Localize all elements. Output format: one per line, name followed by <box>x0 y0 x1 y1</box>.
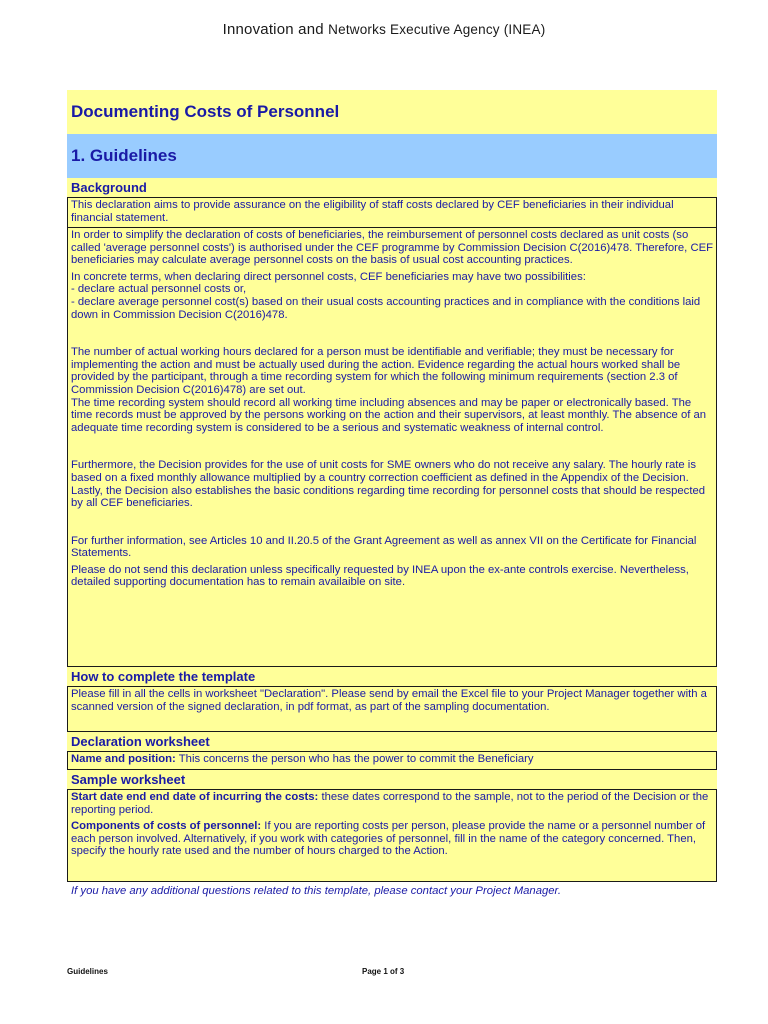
sample-box <box>67 789 717 882</box>
background-paragraph-1: In order to simplify the declaration of costs of beneficiaries, the reimbursement of personnel costs declared as unit costs (so called 'average personnel costs') is authorised under the CEF programme by Commission Decision C(2016)478. Therefore, CEF beneficiaries may calculate average personnel costs on the basis of usual cost accounting practices. <box>71 229 714 267</box>
background-option-1: - declare actual personnel costs or, <box>71 283 247 296</box>
declaration-label: Name and position: <box>71 753 176 765</box>
background-paragraph-5: Furthermore, the Decision provides for the use of unit costs for SME owners who do not receive any salary. The hourly rate is based on a fixed monthly allowance multiplied by a country correction coefficient as defined in the Appendix of the Decision. Lastly, the Decision also establishes the basic conditions regarding time recording for personnel costs that should be respected by all CEF beneficiaries. <box>71 459 706 510</box>
sample-dates-description: these dates correspond to the sample, not to the period of the Decision or the reporting period. <box>71 791 709 816</box>
sample-components-label: Components of costs of personnel: <box>71 820 262 833</box>
declaration-description: This concerns the person who has the power to commit the Beneficiary <box>175 753 534 765</box>
document-header <box>0 21 768 38</box>
background-heading: Background <box>71 180 147 195</box>
declaration-box <box>67 751 717 770</box>
background-intro-text: This declaration aims to provide assurance on the eligibility of staff costs declared by CEF beneficiaries in their individual financial statement. <box>71 199 674 224</box>
background-paragraph-2: In concrete terms, when declaring direct personnel costs, CEF beneficiaries may have two possibilities: <box>71 270 586 283</box>
how-to-box <box>67 686 717 732</box>
header-agency-part1: Innovation and <box>222 21 329 38</box>
how-to-heading: How to complete the template <box>71 669 256 684</box>
background-intro-box <box>67 197 717 228</box>
section-title: 1. Guidelines <box>67 134 717 178</box>
how-to-text: Please fill in all the cells in worksheet "Declaration". Please send by email the Excel file to your Project Manager together with a scanned version of the signed declaration, in pdf format, as part of the sampling documentation. <box>71 688 707 713</box>
sample-dates-label: Start date end end date of incurring the costs: <box>71 791 319 803</box>
declaration-heading: Declaration worksheet <box>71 734 210 749</box>
sample-components-description: If you are reporting costs per person, please provide the name or a personnel number of each person involved. Alternatively, if you work with categories of personnel, fill in the name of the category concerned. Then, specify the hourly rate used and the number of hours charged to the Action. <box>71 820 706 858</box>
closing-note: If you have any additional questions related to this template, please contact your Project Manager. <box>67 882 717 900</box>
background-section <box>67 178 717 882</box>
header-agency-part2: Networks Executive Agency (INEA) <box>328 22 546 37</box>
declaration-text <box>71 753 714 766</box>
guidelines-sheet <box>67 90 717 900</box>
background-paragraph-7: Please do not send this declaration unless specifically requested by INEA upon the ex-ante controls exercise. Nevertheless, detailed supporting documentation has to remain availaible on site. <box>71 563 689 589</box>
background-paragraph-6: For further information, see Articles 10 and II.20.5 of the Grant Agreement as well as annex VII on the Certificate for Financial Statements. <box>71 534 697 560</box>
background-option-2: - declare average personnel cost(s) based on their usual costs accounting practices and in compliance with the conditions laid down in Commission Decision C(2016)478. <box>71 295 701 321</box>
footer-sheet-name: Guidelines <box>67 967 108 976</box>
background-paragraph-4: The time recording system should record all working time including absences and may be paper or electronically based. The time records must be approved by the persons working on the action and their supervisors, at least monthly. The absence of an adequate time recording system is considered to be a serious and systematic weakness of internal control. <box>71 396 707 434</box>
background-details-box <box>67 228 717 667</box>
background-paragraph-3: The number of actual working hours declared for a person must be identifiable and verifiable; they must be necessary for implementing the action and must be actually used during the action. Evidence regarding the actual hours worked shall be provided by the participant, through a time recording system for which the following minimum requirements (section 2.3 of Commission Decision C(2016)478) are set out. <box>71 346 681 396</box>
sample-heading: Sample worksheet <box>71 772 186 787</box>
sample-components-text <box>71 820 714 858</box>
footer-page-number: Page 1 of 3 <box>362 967 405 976</box>
sample-dates-text <box>71 791 714 816</box>
page-title: Documenting Costs of Personnel <box>67 90 717 134</box>
